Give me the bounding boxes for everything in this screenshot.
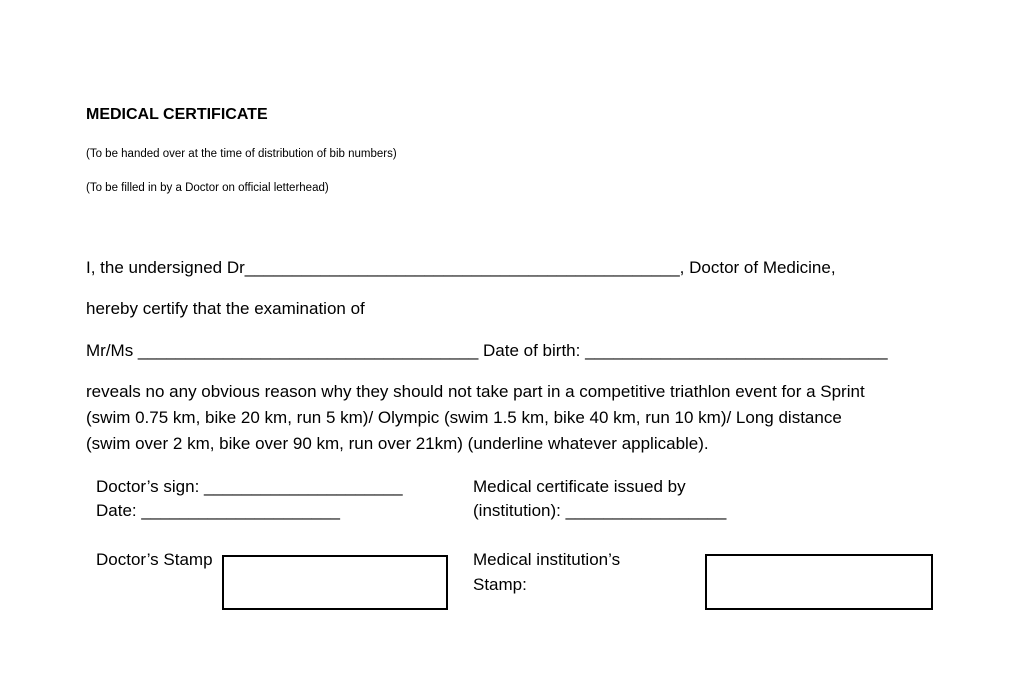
doctor-stamp-box [222,555,448,610]
institution-stamp-box [705,554,933,610]
patient-name-dob-line: Mr/Ms ____________________________________ Date of birth: ________________________________ [86,341,888,360]
institution-stamp-label: Medical institution’s [473,550,621,569]
date-field: Date: _____________________ [96,501,340,520]
handover-note: (To be handed over at the time of distribution of bib numbers) [86,148,397,160]
fill-instruction-note: (To be filled in by a Doctor on official letterhead) [86,182,329,194]
page-title: MEDICAL CERTIFICATE [86,106,268,123]
statement-line-3: (swim over 2 km, bike over 90 km, run over 21km) (underline whatever applicable). [86,434,709,453]
statement-line-2: (swim 0.75 km, bike 20 km, run 5 km)/ Olympic (swim 1.5 km, bike 40 km, run 10 km)/ Long distance [86,408,842,427]
statement-line-1: reveals no any obvious reason why they should not take part in a competitive triathlon event for a Sprint [86,382,865,401]
institution-field: (institution): _________________ [473,501,727,520]
undersigned-doctor-line: I, the undersigned Dr______________________________________________, Doctor of Medicine, [86,258,836,277]
doctor-sign-field: Doctor’s sign: _____________________ [96,477,403,496]
issued-by-label: Medical certificate issued by [473,477,686,496]
institution-stamp-label-2: Stamp: [473,575,527,594]
certify-line: hereby certify that the examination of [86,299,365,318]
doctor-stamp-label: Doctor’s Stamp [96,550,213,569]
